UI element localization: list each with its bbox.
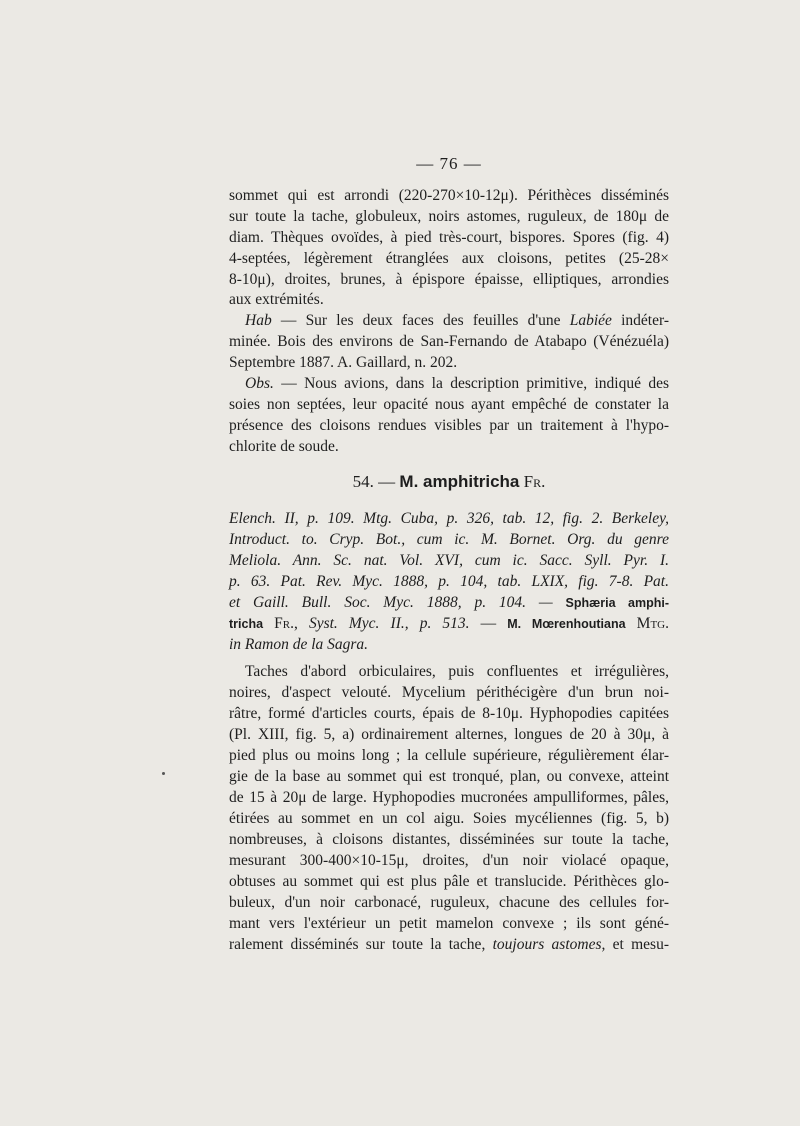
habitat-line: Hab — Sur les deux faces des feuilles d'une Labiée indéter- xyxy=(245,312,670,329)
reference-line: tricha Fr., Syst. Myc. II., p. 513. — M. Mœrenhoutiana Mtg. xyxy=(229,615,669,632)
text-line: diam. Thèques ovoïdes, à pied très-court, bispores. Spores (fig. 4) xyxy=(229,229,669,246)
text-line: Septembre 1887. A. Gaillard, n. 202. xyxy=(229,354,458,371)
text-line: gie de la base au sommet qui est tronqué, plan, ou convexe, atteint xyxy=(229,768,669,785)
reference-line: Elench. II, p. 109. Mtg. Cuba, p. 326, tab. 12, fig. 2. Berkeley, xyxy=(229,510,669,527)
text-line: 4-septées, légèrement étranglées aux cloisons, petites (25-28× xyxy=(229,250,669,267)
text-line: minée. Bois des environs de San-Fernando de Atabapo (Vénézuéla) xyxy=(229,333,669,350)
family-name: Labiée xyxy=(569,312,612,329)
species-heading: 54. — M. amphitricha Fr. xyxy=(352,472,546,491)
ink-spot xyxy=(162,772,165,775)
text-line: obtuses au sommet qui est plus pâle et translucide. Périthèces glo- xyxy=(229,873,669,890)
text-line: râtre, formé d'articles courts, épais de 8-10μ. Hyphopodies capitées xyxy=(229,705,669,722)
obs-label: Obs. xyxy=(245,375,274,392)
text-line: Taches d'abord orbiculaires, puis confluentes et irrégulières, xyxy=(245,663,669,680)
text-line: de 15 à 20μ de large. Hyphopodies mucronées ampulliformes, pâles, xyxy=(229,789,669,806)
synonym-name: Sphæria amphi- xyxy=(565,596,669,610)
reference-line: Meliola. Ann. Sc. nat. Vol. XVI, cum ic. Sacc. Syll. Pyr. I. xyxy=(229,552,669,569)
text-line: sommet qui est arrondi (220-270×10-12μ). Périthèces disséminés xyxy=(229,187,669,204)
species-name: M. amphitricha xyxy=(399,472,520,491)
text-line: pied plus ou moins long ; la cellule supérieure, régulièrement élar- xyxy=(229,747,669,764)
text-line: mesurant 300-400×10-15μ, droites, d'un noir violacé opaque, xyxy=(229,852,669,869)
text-line: présence des cloisons rendues visibles par un traitement à l'hypo- xyxy=(229,417,669,434)
observation-line: Obs. — Nous avions, dans la description primitive, indiqué des xyxy=(245,375,669,392)
reference-line: Introduct. to. Cryp. Bot., cum ic. M. Bornet. Org. du genre xyxy=(229,531,669,548)
text-line: soies non septées, leur opacité nous ayant empêché de constater la xyxy=(229,396,669,413)
text-line: étirées au sommet en un col aigu. Soies mycéliennes (fig. 5, b) xyxy=(229,810,669,827)
synonym-name: M. Mœrenhoutiana xyxy=(507,617,626,631)
text-line: sur toute la tache, globuleux, noirs astomes, ruguleux, de 180μ de xyxy=(229,208,669,225)
text-line: chlorite de soude. xyxy=(229,438,339,455)
text-line: nombreuses, à cloisons distantes, disséminées sur toute la tache, xyxy=(229,831,669,848)
text-line: 8-10μ), droites, brunes, à épispore épaisse, elliptiques, arrondies xyxy=(229,271,669,288)
text-line: mant vers l'extérieur un petit mamelon convexe ; ils sont géné- xyxy=(229,915,669,932)
reference-line: et Gaill. Bull. Soc. Myc. 1888, p. 104. — Sphæria amphi- xyxy=(229,594,669,611)
text-line: ralement disséminés sur toute la tache, toujours astomes, et mesu- xyxy=(229,936,669,953)
reference-line: p. 63. Pat. Rev. Myc. 1888, p. 104, tab. LXIX, fig. 7-8. Pat. xyxy=(229,573,669,590)
text-line: buleux, d'un noir carbonacé, ruguleux, chacune des cellules for- xyxy=(229,894,669,911)
species-author: Fr. xyxy=(519,472,546,491)
text-line: noires, d'aspect velouté. Mycelium périthécigère d'un brun noi- xyxy=(229,684,669,701)
text-line: aux extrémités. xyxy=(229,291,324,308)
text-line: (Pl. XIII, fig. 5, a) ordinairement alternes, longues de 20 à 30μ, à xyxy=(229,726,669,743)
hab-label: Hab xyxy=(245,312,272,329)
reference-line: in Ramon de la Sagra. xyxy=(229,636,369,653)
page-number: — 76 — xyxy=(416,154,482,173)
